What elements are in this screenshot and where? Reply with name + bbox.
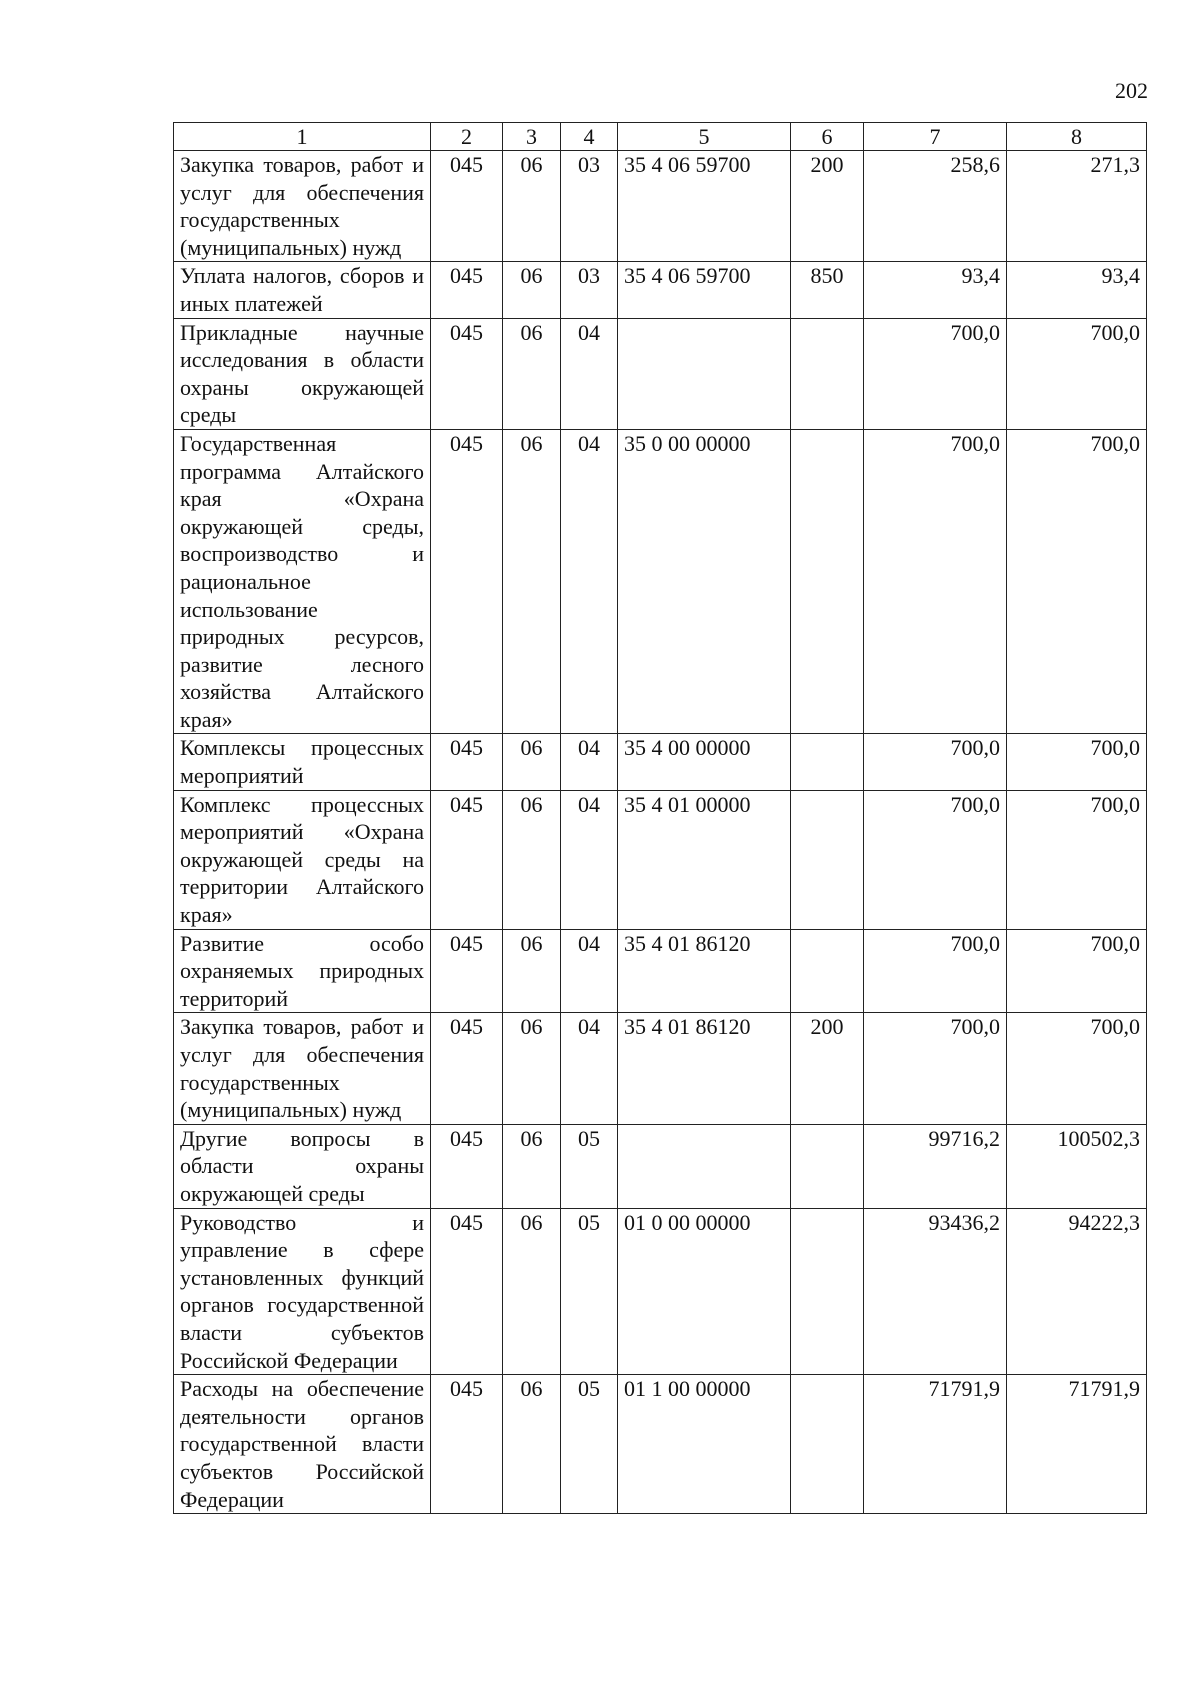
amount-col8-cell: 94222,3	[1007, 1208, 1147, 1375]
table-header	[174, 123, 1147, 151]
row-name-cell: Руководство и управление в сфере установленных функций органов государственной власти субъектов Российской Федерации	[174, 1208, 431, 1375]
subsection-cell: 03	[561, 262, 618, 318]
section-cell: 06	[503, 318, 561, 429]
grbs-cell: 045	[431, 790, 503, 929]
amount-col8-cell: 700,0	[1007, 318, 1147, 429]
section-cell: 06	[503, 429, 561, 734]
expense-type-cell: 850	[791, 262, 864, 318]
expense-type-cell	[791, 790, 864, 929]
expense-type-cell: 200	[791, 151, 864, 262]
grbs-cell: 045	[431, 151, 503, 262]
amount-col7-cell: 700,0	[864, 1013, 1007, 1124]
grbs-cell: 045	[431, 318, 503, 429]
section-cell: 06	[503, 1208, 561, 1375]
header-row	[174, 123, 1147, 151]
grbs-cell: 045	[431, 262, 503, 318]
subsection-cell: 04	[561, 429, 618, 734]
target-article-cell: 01 0 00 00000	[618, 1208, 791, 1375]
amount-col8-cell: 700,0	[1007, 1013, 1147, 1124]
row-name-cell: Комплекс процессных мероприятий «Охрана окружающей среды на территории Алтайского края»	[174, 790, 431, 929]
subsection-cell: 05	[561, 1375, 618, 1514]
row-name-cell: Государственная программа Алтайского края «Охрана окружающей среды, воспроизводство и рациональное использование природных ресурсов, развитие лесного хозяйства Алтайского края»	[174, 429, 431, 734]
target-article-cell	[618, 1124, 791, 1208]
amount-col8-cell: 100502,3	[1007, 1124, 1147, 1208]
section-cell: 06	[503, 151, 561, 262]
section-cell: 06	[503, 1013, 561, 1124]
expense-type-cell	[791, 318, 864, 429]
amount-col8-cell: 700,0	[1007, 734, 1147, 790]
amount-col7-cell: 99716,2	[864, 1124, 1007, 1208]
target-article-cell: 35 4 01 86120	[618, 1013, 791, 1124]
subsection-cell: 04	[561, 318, 618, 429]
grbs-cell: 045	[431, 734, 503, 790]
budget-table	[173, 122, 1147, 1514]
table-row	[174, 1208, 1147, 1375]
expense-type-cell	[791, 734, 864, 790]
column-header-5: 5	[618, 123, 791, 151]
expense-type-cell	[791, 429, 864, 734]
section-cell: 06	[503, 790, 561, 929]
row-name-cell: Расходы на обеспечение деятельности органов государственной власти субъектов Российской Федерации	[174, 1375, 431, 1514]
amount-col7-cell: 700,0	[864, 790, 1007, 929]
column-header-2: 2	[431, 123, 503, 151]
page-number: 202	[1115, 78, 1148, 103]
expense-type-cell	[791, 1208, 864, 1375]
amount-col7-cell: 700,0	[864, 929, 1007, 1013]
row-name-cell: Комплексы процессных мероприятий	[174, 734, 431, 790]
target-article-cell: 35 4 01 00000	[618, 790, 791, 929]
column-header-4: 4	[561, 123, 618, 151]
table-row	[174, 1375, 1147, 1514]
table-row	[174, 429, 1147, 734]
column-header-6: 6	[791, 123, 864, 151]
target-article-cell: 35 4 06 59700	[618, 262, 791, 318]
section-cell: 06	[503, 929, 561, 1013]
grbs-cell: 045	[431, 1208, 503, 1375]
grbs-cell: 045	[431, 1124, 503, 1208]
table-body	[174, 151, 1147, 1514]
amount-col7-cell: 93,4	[864, 262, 1007, 318]
row-name-cell: Уплата налогов, сборов и иных платежей	[174, 262, 431, 318]
subsection-cell: 05	[561, 1208, 618, 1375]
column-header-7: 7	[864, 123, 1007, 151]
grbs-cell: 045	[431, 929, 503, 1013]
expense-type-cell: 200	[791, 1013, 864, 1124]
subsection-cell: 04	[561, 929, 618, 1013]
table-row	[174, 734, 1147, 790]
column-header-1: 1	[174, 123, 431, 151]
table-row	[174, 1013, 1147, 1124]
column-header-8: 8	[1007, 123, 1147, 151]
row-name-cell: Развитие особо охраняемых природных территорий	[174, 929, 431, 1013]
target-article-cell: 35 4 01 86120	[618, 929, 791, 1013]
target-article-cell: 01 1 00 00000	[618, 1375, 791, 1514]
amount-col8-cell: 700,0	[1007, 429, 1147, 734]
target-article-cell: 35 0 00 00000	[618, 429, 791, 734]
row-name-cell: Прикладные научные исследования в области охраны окружающей среды	[174, 318, 431, 429]
subsection-cell: 04	[561, 790, 618, 929]
target-article-cell	[618, 318, 791, 429]
section-cell: 06	[503, 1124, 561, 1208]
target-article-cell: 35 4 00 00000	[618, 734, 791, 790]
section-cell: 06	[503, 1375, 561, 1514]
table-row	[174, 262, 1147, 318]
amount-col8-cell: 700,0	[1007, 790, 1147, 929]
table-row	[174, 318, 1147, 429]
subsection-cell: 03	[561, 151, 618, 262]
amount-col7-cell: 700,0	[864, 429, 1007, 734]
grbs-cell: 045	[431, 1013, 503, 1124]
amount-col7-cell: 700,0	[864, 318, 1007, 429]
expense-type-cell	[791, 1375, 864, 1514]
amount-col8-cell: 271,3	[1007, 151, 1147, 262]
grbs-cell: 045	[431, 1375, 503, 1514]
subsection-cell: 04	[561, 1013, 618, 1124]
section-cell: 06	[503, 262, 561, 318]
subsection-cell: 04	[561, 734, 618, 790]
row-name-cell: Закупка товаров, работ и услуг для обеспечения государственных (муниципальных) нужд	[174, 151, 431, 262]
column-header-3: 3	[503, 123, 561, 151]
amount-col8-cell: 93,4	[1007, 262, 1147, 318]
grbs-cell: 045	[431, 429, 503, 734]
subsection-cell: 05	[561, 1124, 618, 1208]
target-article-cell: 35 4 06 59700	[618, 151, 791, 262]
table-row	[174, 790, 1147, 929]
amount-col7-cell: 93436,2	[864, 1208, 1007, 1375]
section-cell: 06	[503, 734, 561, 790]
amount-col8-cell: 700,0	[1007, 929, 1147, 1013]
table-row	[174, 1124, 1147, 1208]
table-row	[174, 929, 1147, 1013]
expense-type-cell	[791, 929, 864, 1013]
amount-col7-cell: 258,6	[864, 151, 1007, 262]
amount-col7-cell: 71791,9	[864, 1375, 1007, 1514]
table-row	[174, 151, 1147, 262]
row-name-cell: Другие вопросы в области охраны окружающей среды	[174, 1124, 431, 1208]
row-name-cell: Закупка товаров, работ и услуг для обеспечения государственных (муниципальных) нужд	[174, 1013, 431, 1124]
amount-col8-cell: 71791,9	[1007, 1375, 1147, 1514]
expense-type-cell	[791, 1124, 864, 1208]
amount-col7-cell: 700,0	[864, 734, 1007, 790]
